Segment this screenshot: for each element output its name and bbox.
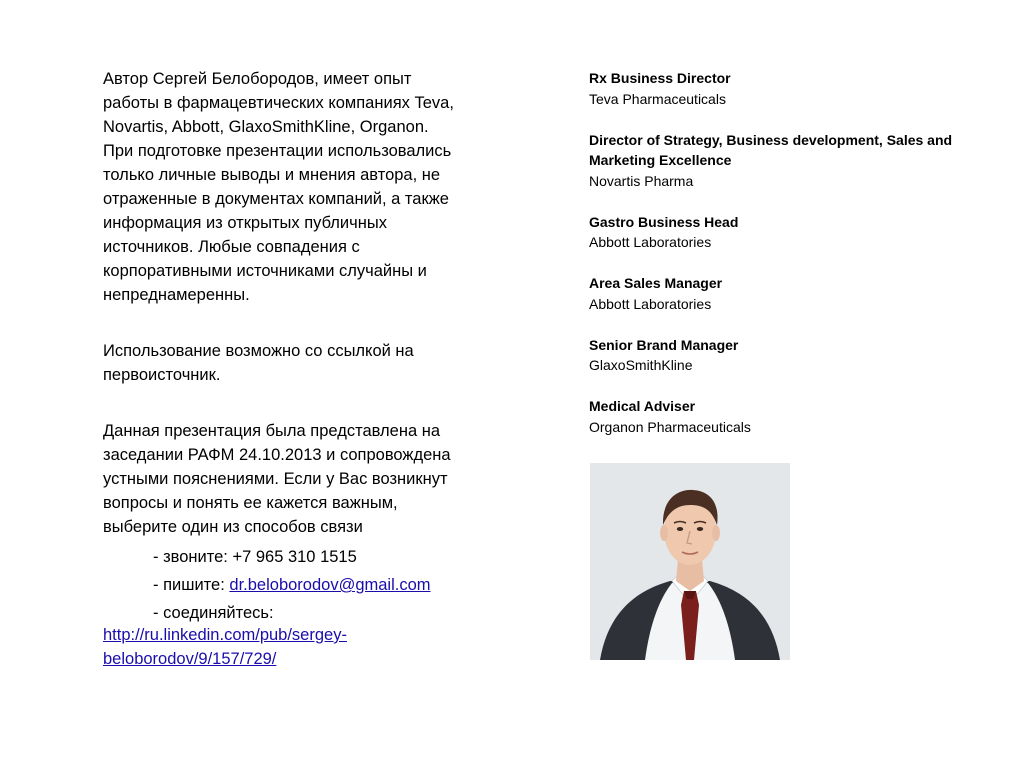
usage-line: Использование возможно со ссылкой на [103, 342, 414, 360]
job-company: Organon Pharmaceuticals [589, 418, 751, 435]
career-entry [589, 396, 984, 437]
contact-email-prefix: - пишите: [153, 576, 230, 594]
contact-phone: - звоните: +7 965 310 1515 [153, 548, 357, 566]
job-company: Novartis Pharma [589, 172, 694, 189]
presentation-line: устными пояснениями. Если у Вас возникнут [103, 470, 448, 488]
contact-email-row [103, 571, 503, 599]
job-title: Medical Adviser [589, 398, 696, 414]
intro-line: информация из открытых публичных [103, 214, 387, 232]
job-title: Gastro Business Head [589, 213, 739, 230]
career-entry [589, 212, 984, 253]
author-photo [590, 463, 790, 660]
presentation-line: заседании РАФМ 24.10.2013 и сопровождена [103, 446, 451, 464]
intro-line: Novartis, Abbott, GlaxoSmithKline, Organon. [103, 118, 429, 136]
career-column [589, 68, 984, 458]
presentation-line: вопросы и понять ее кажется важным, [103, 494, 398, 512]
career-entry [589, 130, 984, 192]
author-portrait-illustration [590, 463, 790, 660]
intro-line: Автор Сергей Белобородов, имеет опыт [103, 70, 412, 88]
job-company: Abbott Laboratories [589, 234, 712, 250]
job-company: GlaxoSmithKline [589, 357, 693, 373]
job-company: Abbott Laboratories [589, 295, 712, 312]
job-title: Senior Brand Manager [589, 336, 739, 353]
intro-line: источников. Любые совпадения с [103, 238, 360, 256]
contact-list [103, 543, 503, 671]
job-company: Teva Pharmaceuticals [589, 90, 726, 107]
author-info-column [103, 67, 503, 671]
contact-connect-label: - соединяйтесь: [153, 604, 274, 622]
linkedin-link-continued[interactable]: beloborodov/9/157/729/ [103, 650, 277, 668]
career-entry [589, 68, 984, 109]
intro-line: отраженные в документах компаний, а также [103, 190, 449, 208]
career-entry [589, 335, 984, 376]
job-title: Rx Business Director [589, 70, 731, 86]
job-title: Director of Strategy, Business development, Sales and Marketing Excellence [589, 131, 953, 168]
presentation-line: Данная презентация была представлена на [103, 422, 441, 440]
intro-line: только личные выводы и мнения автора, не [103, 166, 441, 184]
intro-line: работы в фармацевтических компаниях Teva, [103, 94, 454, 112]
intro-paragraph [103, 67, 503, 307]
presentation-paragraph [103, 419, 503, 539]
intro-line: При подготовке презентации использовались [103, 142, 452, 160]
linkedin-link[interactable]: http://ru.linkedin.com/pub/sergey- [103, 626, 347, 644]
email-link[interactable]: dr.beloborodov@gmail.com [229, 576, 431, 594]
career-entry [589, 273, 984, 314]
usage-paragraph [103, 339, 503, 387]
intro-line: корпоративными источниками случайны и [103, 262, 427, 280]
intro-line: непреднамеренны. [103, 286, 250, 304]
linkedin-link-wrapper [103, 623, 503, 671]
usage-line: первоисточник. [103, 366, 221, 384]
presentation-line: выберите один из способов связи [103, 518, 363, 536]
job-title: Area Sales Manager [589, 275, 723, 291]
